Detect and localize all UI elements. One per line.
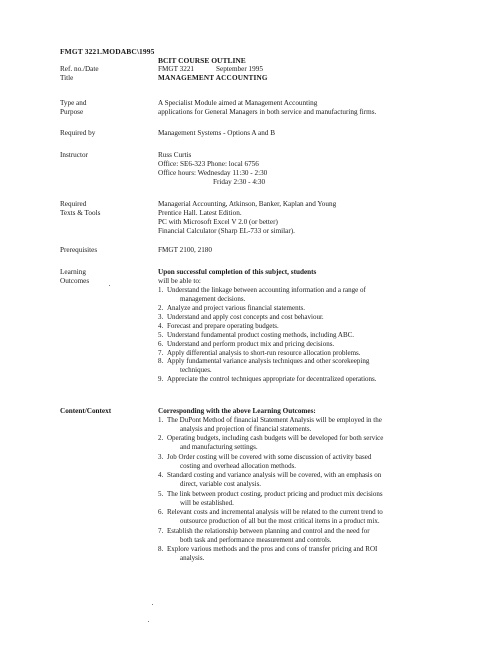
- outcome-item: [158, 357, 468, 374]
- outcome-item-number: 6.: [158, 339, 164, 348]
- outcomes-label-1: Learning: [60, 268, 86, 276]
- outcome-item-number: 9.: [158, 375, 164, 384]
- content-item-text: analysis.: [180, 553, 205, 562]
- prerequisites-value: FMGT 2100, 2180: [158, 246, 212, 254]
- instructor-hours-1: Office hours: Wednesday 11:30 - 2:30: [158, 169, 268, 177]
- outcome-item-text: techniques.: [180, 366, 212, 375]
- outcome-item-number: 2.: [158, 303, 164, 312]
- content-item-text: analysis and projection of financial statements.: [180, 424, 312, 433]
- content-item-number: 7.: [158, 526, 164, 535]
- texts-value: [158, 200, 468, 236]
- outcome-item-text: Appreciate the control techniques appropriate for decentralized operations.: [167, 375, 377, 384]
- scan-speck: [152, 604, 153, 605]
- outcome-item-text: Apply differential analysis to short-run resource allocation problems.: [167, 348, 361, 357]
- content-heading: Corresponding with the above Learning Outcomes:: [158, 407, 316, 415]
- outcome-item: [158, 340, 468, 349]
- content-item: [158, 490, 468, 507]
- outcomes-value: [158, 268, 468, 384]
- content-item-number: 6.: [158, 508, 164, 517]
- outcome-item: [158, 349, 468, 358]
- outcome-item-number: 4.: [158, 321, 164, 330]
- outcome-item-text: Understand and apply cost concepts and cost behaviour.: [167, 312, 324, 321]
- outcomes-list: [158, 286, 468, 384]
- scan-speck: [109, 285, 110, 286]
- content-item-number: 2.: [158, 434, 164, 443]
- outcome-item-number: 1.: [158, 286, 164, 294]
- outcome-item: [158, 304, 468, 313]
- texts-line-2: Prentice Hall. Latest Edition.: [158, 209, 242, 217]
- course-outline-heading: BCIT COURSE OUTLINE: [158, 56, 246, 65]
- outcome-item-number: 8.: [158, 357, 164, 366]
- ref-value: [158, 65, 468, 74]
- outcome-item-text: Analyze and project various financial statements.: [167, 303, 306, 312]
- instructor-value: [158, 151, 468, 187]
- content-item-number: 5.: [158, 489, 164, 498]
- outcome-item-text: Understand the linkage between accounting information and a range of: [167, 286, 366, 294]
- prerequisites-label: Prerequisites: [60, 246, 98, 254]
- texts-line-1: Managerial Accounting, Atkinson, Banker, Kaplan and Young: [158, 200, 337, 208]
- content-item: [158, 545, 468, 562]
- content-item: [158, 453, 468, 470]
- outcome-item-text: Forecast and prepare operating budgets.: [167, 321, 279, 330]
- content-value: [158, 407, 468, 564]
- content-item-text: Operating budgets, including cash budgets will be developed for both service: [167, 434, 384, 443]
- texts-label: [60, 200, 155, 218]
- content-item-text: Standard costing and variance analysis will be covered, with an emphasis on: [167, 471, 382, 480]
- outcomes-label-2: Outcomes: [60, 277, 90, 285]
- outcome-item: [158, 286, 468, 303]
- content-item-text: and manufacturing settings.: [180, 443, 258, 452]
- outcome-item-number: 7.: [158, 348, 164, 357]
- document-code: FMGT 3221.MODABC\1995: [60, 47, 155, 56]
- ref-date: September 1995: [216, 65, 263, 73]
- purpose-label: Purpose: [60, 108, 84, 116]
- content-item-text: Explore various methods and the pros and cons of transfer pricing and ROI: [167, 545, 378, 554]
- content-item-text: costing and overhead allocation methods.: [180, 461, 297, 470]
- content-item-number: 1.: [158, 416, 164, 424]
- content-item-text: will be established.: [180, 498, 234, 507]
- outcomes-intro: will be able to:: [158, 277, 201, 285]
- outcomes-heading: Upon successful completion of this subject, students: [158, 268, 317, 276]
- instructor-office: Office: SE6-323 Phone: local 6756: [158, 160, 259, 168]
- outcome-item: [158, 313, 468, 322]
- outcome-item: [158, 322, 468, 331]
- ref-label: Ref. no./Date: [60, 65, 99, 73]
- outcome-item-text: Apply fundamental variance analysis techniques and other scorekeeping: [167, 357, 370, 366]
- required-by-label: Required by: [60, 129, 96, 137]
- content-item-text: Establish the relationship between planning and control and the need for: [167, 526, 370, 535]
- content-label: Content/Context: [60, 407, 112, 415]
- type-label: Type and: [60, 99, 87, 107]
- outcome-item-text: Understand and perform product mix and pricing decisions.: [167, 339, 335, 348]
- content-item-number: 4.: [158, 471, 164, 480]
- outcome-item-number: 3.: [158, 312, 164, 321]
- texts-line-4: Financial Calculator (Sharp EL-733 or similar).: [158, 227, 295, 235]
- instructor-label: Instructor: [60, 151, 88, 159]
- scan-speck: [148, 621, 149, 622]
- content-item-text: Relevant costs and incremental analysis will be related to the current trend to: [167, 508, 383, 517]
- content-item: [158, 471, 468, 488]
- content-item-number: 8.: [158, 545, 164, 554]
- title-label: Title: [60, 74, 74, 82]
- outcome-item: [158, 375, 468, 384]
- content-item-text: both task and performance measurement and controls.: [180, 535, 332, 544]
- outcomes-label: [60, 268, 155, 286]
- content-item-text: outsource production of all but the most critical items in a product mix.: [180, 517, 380, 526]
- type-line-1: A Specialist Module aimed at Management Accounting: [158, 99, 318, 107]
- outcome-item-text: management decisions.: [180, 294, 246, 303]
- content-list: [158, 416, 468, 563]
- content-item: [158, 508, 468, 525]
- type-purpose-value: [158, 99, 468, 117]
- type-purpose-label: [60, 99, 155, 117]
- outcome-item: [158, 331, 468, 340]
- content-item-text: The link between product costing, product pricing and product mix decisions: [167, 489, 383, 498]
- ref-code: FMGT 3221: [158, 65, 195, 73]
- content-item: [158, 527, 468, 544]
- content-item-text: The DuPont Method of financial Statement Analysis will be employed in the: [167, 416, 382, 424]
- content-item-text: Job Order costing will be covered with some discussion of activity based: [167, 452, 372, 461]
- instructor-hours-2: Friday 2:30 - 4:30: [213, 178, 266, 186]
- texts-label-2: Texts & Tools: [60, 209, 101, 217]
- content-item: [158, 416, 468, 433]
- texts-label-1: Required: [60, 200, 87, 208]
- outcome-item-text: Understand fundamental product costing methods, including ABC.: [167, 330, 355, 339]
- content-item-number: 3.: [158, 452, 164, 461]
- instructor-name: Russ Curtis: [158, 151, 192, 159]
- type-line-2: applications for General Managers in both service and manufacturing firms.: [158, 108, 377, 116]
- content-item: [158, 434, 468, 451]
- outcome-item-number: 5.: [158, 330, 164, 339]
- required-by-value: Management Systems - Options A and B: [158, 129, 275, 137]
- content-item-text: direct, variable cost analysis.: [180, 480, 262, 489]
- course-title: MANAGEMENT ACCOUNTING: [158, 74, 268, 82]
- texts-line-3: PC with Microsoft Excel V 2.0 (or better): [158, 218, 278, 226]
